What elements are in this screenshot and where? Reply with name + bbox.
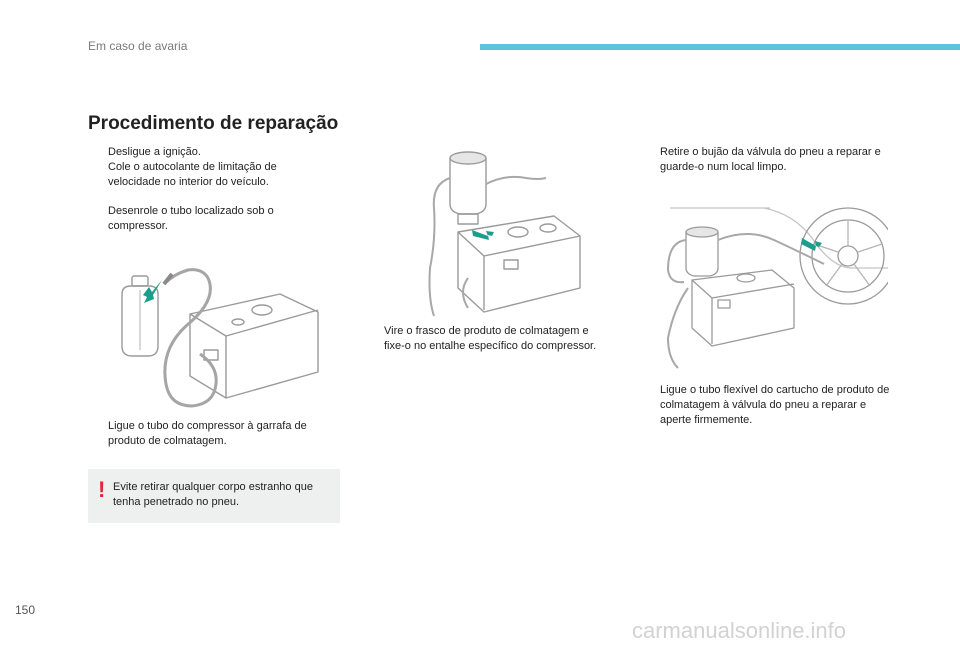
step-2 [88, 160, 328, 190]
step-5 [364, 324, 604, 354]
compressor-and-bottle-illustration [112, 250, 324, 412]
header-accent-bar [480, 44, 960, 50]
step-1-text: Desligue a ignição. [108, 146, 201, 158]
step-6-text: Retire o bujão da válvula do pneu a reparar e guarde-o num local limpo. [660, 146, 881, 173]
watermark: carmanualsonline.info [632, 618, 847, 643]
step-1 [88, 145, 328, 160]
hose-to-tyre-valve-illustration [652, 204, 888, 374]
step-4 [88, 419, 338, 449]
page-title: Procedimento de reparação [88, 113, 339, 134]
step-7 [640, 383, 890, 428]
step-6 [640, 145, 890, 175]
step-4-text: Ligue o tubo do compressor à garrafa de produto de colmatagem. [108, 420, 307, 447]
section-label: Em caso de avaria [88, 39, 188, 53]
warning-box [88, 469, 340, 523]
warning-icon: ! [98, 477, 106, 502]
step-5-text: Vire o frasco de produto de colmatagem e fixe-o no entalhe específico do compressor. [384, 325, 597, 352]
step-7-text: Ligue o tubo flexível do cartucho de produto de colmatagem à válvula do pneu a reparar e aperte firmemente. [660, 384, 890, 426]
step-3-text: Desenrole o tubo localizado sob o compressor. [108, 205, 274, 232]
step-3 [88, 204, 328, 234]
inverted-bottle-on-compressor-illustration [418, 148, 590, 318]
warning-text: Evite retirar qualquer corpo estranho que tenha penetrado no pneu. [113, 481, 313, 508]
page-number: 150 [15, 603, 36, 617]
step-2-text: Cole o autocolante de limitação de velocidade no interior do veículo. [108, 161, 277, 188]
